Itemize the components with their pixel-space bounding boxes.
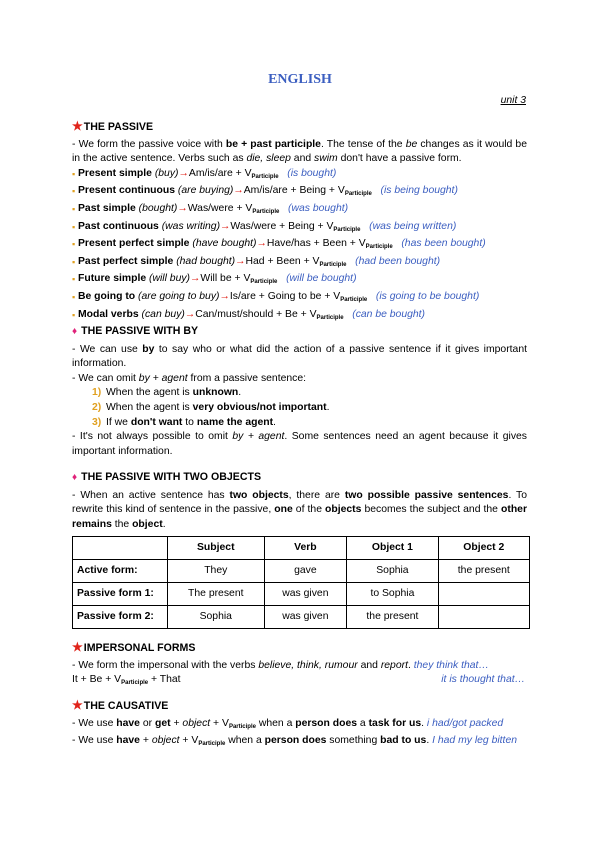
tense-example: (can buy) [141, 308, 185, 320]
section-heading [72, 324, 527, 340]
passive-table [72, 536, 530, 629]
text-italic: be [405, 138, 418, 150]
table-cell: Active form: [73, 560, 168, 583]
text: - We use [72, 735, 117, 747]
section-impersonal [72, 640, 527, 691]
bullet-icon: ▪ [72, 309, 76, 320]
text-bold: don't want [130, 416, 183, 428]
tense-formula: Have/has + Been + V [266, 238, 366, 250]
tense-name: Modal verbs [78, 308, 139, 320]
text: + V [210, 717, 229, 729]
text: It + Be + V [72, 674, 122, 686]
table-header-row [73, 537, 530, 560]
list-item [72, 386, 527, 401]
star-icon: ★ [72, 119, 83, 133]
tense-name: Future simple [78, 273, 147, 285]
text-italic: report [380, 659, 408, 671]
tense-item [72, 184, 527, 202]
text-italic: believe, think, rumour [258, 659, 358, 671]
arrow-icon: → [178, 167, 189, 179]
text-italic: by + agent [138, 372, 188, 384]
arrow-icon: → [184, 308, 196, 320]
text-italic: die, sleep [246, 153, 291, 165]
paragraph [72, 343, 527, 372]
table-cell [438, 606, 529, 629]
table-cell: Sophia [168, 606, 265, 629]
table-header-cell [73, 537, 168, 560]
text: + [139, 735, 152, 747]
diamond-icon: ♦ [72, 472, 78, 483]
text: or [139, 717, 155, 729]
text-bold: name the agent [196, 416, 274, 428]
formula-row [72, 673, 527, 691]
text-bold: other remains [72, 504, 527, 530]
heading-text: IMPERSONAL FORMS [83, 642, 196, 654]
list-number: 1) [92, 387, 102, 399]
tense-line [78, 255, 440, 273]
table-row [73, 606, 530, 629]
arrow-icon: → [219, 290, 230, 302]
section-passive [72, 119, 527, 325]
tense-item [72, 202, 527, 220]
text-italic: by + agent [232, 431, 285, 443]
text: - We can use [72, 343, 143, 355]
section-heading [72, 119, 527, 135]
paragraph [72, 372, 527, 387]
table-cell [438, 583, 529, 606]
diamond-icon: ♦ [72, 326, 78, 337]
tense-passive-example: (was being written) [369, 220, 457, 232]
page-title: ENGLISH [268, 72, 332, 87]
subscript: Participle [340, 296, 368, 303]
text: and [290, 153, 315, 165]
heading-text: THE PASSIVE WITH BY [81, 325, 199, 337]
text-bold: two objects [229, 489, 289, 501]
tense-line [78, 202, 348, 220]
table-cell: the present [347, 606, 438, 629]
tense-line [78, 308, 425, 326]
text: of the [292, 504, 326, 516]
list-item [72, 401, 527, 416]
text-italic: object [151, 735, 180, 747]
heading-text: THE PASSIVE WITH TWO OBJECTS [81, 471, 262, 483]
tense-list [72, 167, 527, 325]
tense-formula: Am/is/are + V [188, 167, 252, 179]
tense-line [78, 237, 486, 255]
example-text: i had/got packed [426, 717, 504, 729]
text-bold: be + past participle [225, 138, 321, 150]
text-bold: by [142, 343, 155, 355]
tense-formula: Was/were + V [187, 202, 253, 214]
text-bold: unknown [192, 387, 239, 399]
text: - We form the impersonal with the verbs [72, 659, 259, 671]
text: - We use [72, 717, 117, 729]
example-text: it is thought that… [441, 674, 525, 686]
text: . [421, 717, 427, 729]
unit-label: unit 3 [500, 95, 526, 106]
text: When the agent is [106, 401, 193, 413]
text-bold: have [116, 735, 140, 747]
subscript: Participle [365, 244, 393, 251]
section-causative [72, 698, 527, 752]
tense-passive-example: (will be bought) [286, 273, 357, 285]
tense-formula: Can/must/should + Be + V [195, 308, 317, 320]
paragraph [72, 138, 527, 167]
table-header-cell: Object 2 [438, 537, 529, 560]
table-cell: They [168, 560, 265, 583]
text: . [273, 416, 276, 428]
text: - We form the passive voice with [72, 138, 226, 150]
paragraph [72, 717, 527, 735]
text: . To rewrite this kind of sentence in the passive, [72, 489, 528, 516]
tense-line [78, 290, 479, 308]
paragraph [72, 430, 527, 459]
text: . Some sentences need an agent because it gives important information. [72, 431, 527, 457]
text: + That [148, 674, 181, 686]
arrow-icon: → [256, 238, 267, 250]
paragraph [72, 659, 527, 674]
example-text: I had my leg bitten [432, 735, 517, 747]
text: to [182, 416, 197, 428]
text: , there are [288, 489, 345, 501]
tense-item [72, 167, 527, 185]
text: - We can omit [72, 372, 139, 384]
tense-item [72, 290, 527, 308]
text-italic: swim [314, 153, 338, 165]
table-cell: was given [264, 583, 347, 606]
text-bold: object [132, 518, 163, 530]
section-heading [72, 698, 527, 714]
tense-name: Be going to [78, 290, 136, 302]
text-bold: person does [264, 735, 327, 747]
subscript: Participle [333, 226, 361, 233]
table-row [73, 560, 530, 583]
table-header-cell: Object 1 [347, 537, 438, 560]
tense-example: (was writing) [161, 220, 221, 232]
formula [72, 673, 181, 691]
tense-example: (bought) [138, 202, 178, 214]
text: . [162, 518, 166, 530]
tense-formula: Is/are + Going to be + V [229, 290, 341, 302]
section-passive-by [72, 324, 527, 459]
text: and [357, 659, 381, 671]
heading-text: THE PASSIVE [83, 121, 154, 133]
text: to say who or what did the action of a passive sentence if it gives important information. [72, 343, 527, 370]
table-cell: was given [264, 606, 347, 629]
text: becomes the subject and the [361, 504, 502, 516]
text-bold: get [154, 717, 171, 729]
bullet-icon: ▪ [72, 291, 76, 302]
text: If we [106, 416, 131, 428]
tense-example: (have bought) [192, 238, 257, 250]
table-header-cell: Verb [264, 537, 347, 560]
text: . [238, 387, 242, 399]
subscript: Participle [319, 261, 347, 268]
subscript: Participle [198, 741, 226, 748]
table-cell: Passive form 1: [73, 583, 168, 606]
text: . [326, 401, 330, 413]
text: - When an active sentence has [72, 489, 230, 501]
text-bold: objects [325, 504, 362, 516]
text-bold: very obvious/not important [192, 401, 327, 413]
text-bold: have [116, 717, 140, 729]
bullet-icon: ▪ [72, 239, 76, 250]
tense-passive-example: (was bought) [288, 202, 349, 214]
tense-name: Present perfect simple [78, 238, 190, 250]
text: When the agent is [106, 387, 193, 399]
tense-name: Past simple [78, 202, 136, 214]
table-header-cell: Subject [168, 537, 265, 560]
bullet-icon: ▪ [72, 186, 76, 197]
subscript: Participle [252, 208, 280, 215]
text: . The tense of the [320, 138, 406, 150]
tense-line [78, 272, 357, 290]
tense-item [72, 272, 527, 290]
text: when a [255, 717, 296, 729]
subscript: Participle [316, 314, 344, 321]
tense-item [72, 220, 527, 238]
bullet-icon: ▪ [72, 168, 76, 179]
arrow-icon: → [177, 202, 188, 214]
tense-name: Present simple [78, 167, 152, 179]
tense-passive-example: (had been bought) [355, 255, 441, 267]
bullet-icon: ▪ [72, 256, 76, 267]
tense-item [72, 308, 527, 326]
section-two-objects [72, 470, 527, 629]
text-bold: two possible passive sentences [344, 489, 509, 501]
table-cell: the present [438, 560, 529, 583]
tense-formula: Will be + V [200, 273, 251, 285]
star-icon: ★ [72, 640, 83, 654]
text: when a [225, 735, 265, 747]
table-row [73, 583, 530, 606]
bullet-icon: ▪ [72, 203, 76, 214]
tense-passive-example: (can be bought) [352, 308, 426, 320]
arrow-icon: → [235, 255, 246, 267]
tense-item [72, 255, 527, 273]
subscript: Participle [228, 723, 256, 730]
tense-example: (are buying) [177, 185, 234, 197]
text: + V [179, 735, 199, 747]
text: - It's not always possible to omit [72, 431, 233, 443]
text-bold: one [274, 504, 293, 516]
text: . [426, 735, 433, 747]
table-cell: gave [264, 560, 347, 583]
text-bold: bad to us [380, 735, 427, 747]
text-bold: task for us [368, 717, 422, 729]
tense-example: (are going to buy) [138, 290, 220, 302]
example-text: they think that… [413, 659, 489, 671]
tense-item [72, 237, 527, 255]
table-cell: to Sophia [347, 583, 438, 606]
tense-example: (had bought) [176, 255, 236, 267]
paragraph [72, 734, 527, 752]
heading-text: THE CAUSATIVE [83, 700, 169, 712]
section-heading [72, 470, 527, 486]
text: a [357, 717, 369, 729]
subscript: Participle [250, 279, 278, 286]
tense-passive-example: (has been bought) [401, 238, 486, 250]
tense-name: Past perfect simple [78, 255, 174, 267]
tense-formula: Had + Been + V [245, 255, 320, 267]
tense-line [78, 184, 458, 202]
tense-line [78, 167, 336, 185]
tense-passive-example: (is going to be bought) [375, 290, 480, 302]
tense-example: (will buy) [149, 273, 191, 285]
text: . [407, 659, 414, 671]
arrow-icon: → [220, 220, 231, 232]
subscript: Participle [121, 680, 149, 687]
bullet-icon: ▪ [72, 274, 76, 285]
subscript: Participle [251, 173, 279, 180]
text-bold: person does [295, 717, 358, 729]
tense-passive-example: (is being bought) [380, 185, 458, 197]
section-heading [72, 640, 527, 656]
table-cell: Passive form 2: [73, 606, 168, 629]
tense-formula: Am/is/are + Being + V [243, 185, 345, 197]
tense-example: (buy) [154, 167, 179, 179]
list-number: 2) [92, 401, 102, 413]
arrow-icon: → [190, 273, 201, 285]
text-italic: object [182, 717, 211, 729]
bullet-icon: ▪ [72, 221, 76, 232]
star-icon: ★ [72, 698, 83, 712]
tense-passive-example: (is bought) [287, 167, 337, 179]
tense-name: Present continuous [78, 185, 175, 197]
text: from a passive sentence: [187, 372, 307, 384]
table-cell: The present [168, 583, 265, 606]
subscript: Participle [344, 191, 372, 198]
tense-name: Past continuous [78, 220, 159, 232]
paragraph [72, 489, 527, 533]
tense-line [78, 220, 456, 238]
text: + [170, 717, 183, 729]
text: changes as it would be in the active sentence. Verbs such as [72, 138, 527, 165]
table-cell: Sophia [347, 560, 438, 583]
arrow-icon: → [233, 185, 244, 197]
list-number: 3) [92, 416, 102, 428]
text: the [111, 518, 133, 530]
tense-formula: Was/were + Being + V [230, 220, 334, 232]
text: something [326, 735, 381, 747]
text: don't have a passive form. [337, 153, 462, 165]
list-item [72, 416, 527, 431]
